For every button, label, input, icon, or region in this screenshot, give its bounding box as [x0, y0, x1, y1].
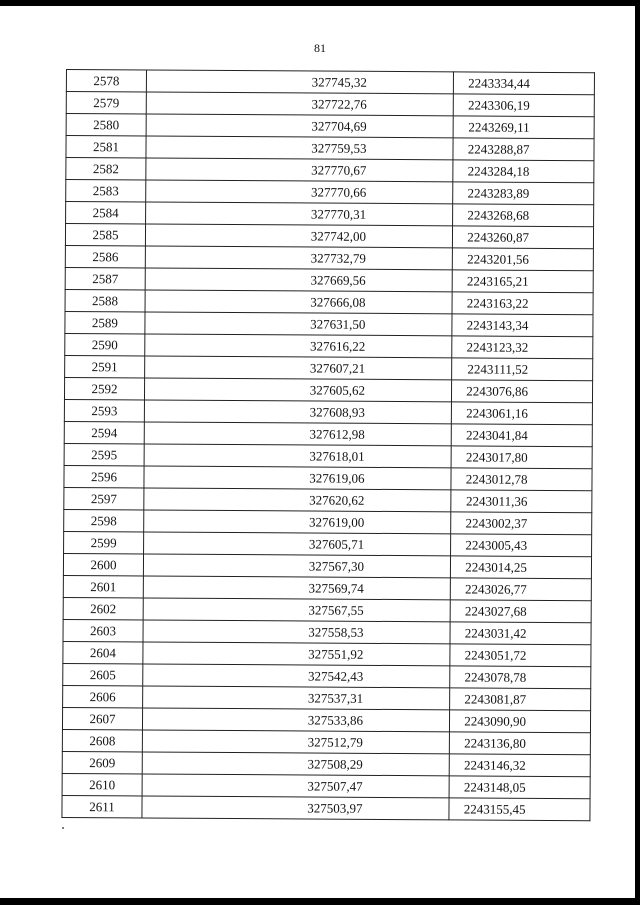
- table-row: [66, 180, 594, 205]
- x-coordinate-cell: 327537,31: [143, 686, 450, 710]
- table-row: [62, 729, 590, 754]
- x-coordinate-cell: 327512,79: [142, 730, 449, 754]
- y-coordinate-cell: 2243284,18: [453, 160, 594, 183]
- table-row: [65, 267, 593, 292]
- point-number-cell: 2599: [64, 531, 144, 553]
- table-row: [64, 377, 592, 402]
- x-coordinate-cell: 327533,86: [142, 708, 449, 732]
- y-coordinate-cell: 2243268,68: [453, 204, 594, 227]
- point-number-cell: 2590: [65, 333, 145, 355]
- table-row: [66, 92, 594, 117]
- x-coordinate-cell: 327507,47: [142, 774, 449, 798]
- x-coordinate-cell: 327618,01: [144, 444, 451, 468]
- point-number-cell: 2595: [64, 443, 144, 465]
- y-coordinate-cell: 2243076,86: [451, 380, 592, 403]
- point-number-cell: 2600: [63, 553, 143, 575]
- y-coordinate-cell: 2243334,44: [453, 72, 594, 95]
- table-row: [63, 597, 591, 622]
- x-coordinate-cell: 327742,00: [145, 224, 452, 248]
- table-row: [64, 509, 592, 534]
- point-number-cell: 2610: [62, 773, 142, 795]
- y-coordinate-cell: 2243061,16: [451, 402, 592, 425]
- coordinates-table: [61, 69, 595, 821]
- x-coordinate-cell: 327569,74: [143, 576, 450, 600]
- page-number: 81: [314, 41, 326, 55]
- x-coordinate-cell: 327666,08: [145, 290, 452, 314]
- y-coordinate-cell: 2243165,21: [452, 270, 593, 293]
- point-number-cell: 2591: [65, 355, 145, 377]
- y-coordinate-cell: 2243283,89: [453, 182, 594, 205]
- y-coordinate-cell: 2243041,84: [451, 424, 592, 447]
- point-number-cell: 2578: [66, 70, 146, 92]
- point-number-cell: 2596: [64, 465, 144, 487]
- x-coordinate-cell: 327605,71: [144, 532, 451, 556]
- y-coordinate-cell: 2243148,05: [449, 776, 590, 799]
- x-coordinate-cell: 327770,66: [146, 180, 453, 204]
- x-coordinate-cell: 327608,93: [144, 400, 451, 424]
- point-number-cell: 2588: [65, 289, 145, 311]
- point-number-cell: 2601: [63, 575, 143, 597]
- table-row: [66, 70, 594, 95]
- x-coordinate-cell: 327542,43: [143, 664, 450, 688]
- y-coordinate-cell: 2243146,32: [449, 754, 590, 777]
- y-coordinate-cell: 2243031,42: [450, 622, 591, 645]
- point-number-cell: 2586: [65, 245, 145, 267]
- point-number-cell: 2597: [64, 487, 144, 509]
- y-coordinate-cell: 2243201,56: [452, 248, 593, 271]
- y-coordinate-cell: 2243111,52: [452, 358, 593, 381]
- point-number-cell: 2594: [64, 421, 144, 443]
- x-coordinate-cell: 327770,31: [146, 202, 453, 226]
- point-number-cell: 2585: [65, 224, 145, 246]
- y-coordinate-cell: 2243155,45: [449, 798, 590, 821]
- x-coordinate-cell: 327567,30: [143, 554, 450, 578]
- y-coordinate-cell: 2243136,80: [449, 732, 590, 755]
- y-coordinate-cell: 2243017,80: [451, 446, 592, 469]
- point-number-cell: 2584: [66, 202, 146, 224]
- x-coordinate-cell: 327607,21: [145, 356, 452, 380]
- table-row: [65, 333, 593, 358]
- table-row: [66, 136, 594, 161]
- x-coordinate-cell: 327508,29: [142, 752, 449, 776]
- point-number-cell: 2604: [63, 641, 143, 663]
- point-number-cell: 2602: [63, 597, 143, 619]
- point-number-cell: 2598: [64, 509, 144, 531]
- table-row: [63, 619, 591, 644]
- y-coordinate-cell: 2243027,68: [450, 600, 591, 623]
- coordinates-table-body: [62, 70, 595, 821]
- y-coordinate-cell: 2243011,36: [451, 490, 592, 513]
- table-row: [62, 707, 590, 732]
- table-row: [65, 245, 593, 270]
- y-coordinate-cell: 2243260,87: [452, 226, 593, 249]
- table-row: [62, 751, 590, 776]
- x-coordinate-cell: 327732,79: [145, 246, 452, 270]
- x-coordinate-cell: 327619,06: [144, 466, 451, 490]
- table-row: [64, 487, 592, 512]
- point-number-cell: 2582: [66, 158, 146, 180]
- point-number-cell: 2589: [65, 311, 145, 333]
- point-number-cell: 2609: [62, 751, 142, 773]
- table-row: [63, 553, 591, 578]
- table-row: [63, 575, 591, 600]
- point-number-cell: 2603: [63, 619, 143, 641]
- table-row: [64, 531, 592, 556]
- y-coordinate-cell: 2243123,32: [452, 336, 593, 359]
- y-coordinate-cell: 2243081,87: [450, 688, 591, 711]
- table-row: [65, 311, 593, 336]
- y-coordinate-cell: 2243288,87: [453, 138, 594, 161]
- x-coordinate-cell: 327669,56: [145, 268, 452, 292]
- x-coordinate-cell: 327558,53: [143, 620, 450, 644]
- table-row: [64, 465, 592, 490]
- x-coordinate-cell: 327619,00: [144, 510, 451, 534]
- y-coordinate-cell: 2243051,72: [450, 644, 591, 667]
- y-coordinate-cell: 2243005,43: [451, 534, 592, 557]
- x-coordinate-cell: 327616,22: [145, 334, 452, 358]
- point-number-cell: 2580: [66, 114, 146, 136]
- point-number-cell: 2611: [62, 795, 142, 817]
- point-number-cell: 2592: [64, 377, 144, 399]
- y-coordinate-cell: 2243306,19: [453, 94, 594, 117]
- scan-border-right: [635, 0, 640, 905]
- y-coordinate-cell: 2243163,22: [452, 292, 593, 315]
- scan-border-top: [0, 0, 640, 6]
- y-coordinate-cell: 2243269,11: [453, 116, 594, 139]
- point-number-cell: 2605: [63, 663, 143, 685]
- y-coordinate-cell: 2243143,34: [452, 314, 593, 337]
- scan-speck: [62, 827, 64, 829]
- table-row: [65, 355, 593, 380]
- x-coordinate-cell: 327551,92: [143, 642, 450, 666]
- y-coordinate-cell: 2243002,37: [451, 512, 592, 535]
- y-coordinate-cell: 2243026,77: [450, 578, 591, 601]
- x-coordinate-cell: 327759,53: [146, 136, 453, 160]
- point-number-cell: 2606: [63, 685, 143, 707]
- x-coordinate-cell: 327605,62: [144, 378, 451, 402]
- x-coordinate-cell: 327704,69: [146, 114, 453, 138]
- scan-border-bottom: [0, 898, 640, 905]
- x-coordinate-cell: 327503,97: [142, 796, 449, 820]
- table-row: [66, 158, 594, 183]
- point-number-cell: 2593: [64, 399, 144, 421]
- point-number-cell: 2608: [62, 729, 142, 751]
- table-row: [66, 114, 594, 139]
- point-number-cell: 2581: [66, 136, 146, 158]
- point-number-cell: 2607: [62, 707, 142, 729]
- point-number-cell: 2579: [66, 92, 146, 114]
- table-row: [63, 641, 591, 666]
- x-coordinate-cell: 327567,55: [143, 598, 450, 622]
- x-coordinate-cell: 327620,62: [144, 488, 451, 512]
- table-row: [64, 399, 592, 424]
- table-row: [65, 224, 593, 249]
- table-row: [64, 443, 592, 468]
- x-coordinate-cell: 327722,76: [146, 92, 453, 116]
- x-coordinate-cell: 327770,67: [146, 158, 453, 182]
- point-number-cell: 2587: [65, 267, 145, 289]
- table-row: [66, 202, 594, 227]
- x-coordinate-cell: 327612,98: [144, 422, 451, 446]
- x-coordinate-cell: 327745,32: [146, 70, 453, 94]
- point-number-cell: 2583: [66, 180, 146, 202]
- table-row: [65, 289, 593, 314]
- table-row: [63, 663, 591, 688]
- y-coordinate-cell: 2243012,78: [451, 468, 592, 491]
- x-coordinate-cell: 327631,50: [145, 312, 452, 336]
- table-row: [63, 685, 591, 710]
- y-coordinate-cell: 2243090,90: [449, 710, 590, 733]
- y-coordinate-cell: 2243078,78: [450, 666, 591, 689]
- table-row: [62, 795, 590, 820]
- table-row: [64, 421, 592, 446]
- y-coordinate-cell: 2243014,25: [450, 556, 591, 579]
- table-row: [62, 773, 590, 798]
